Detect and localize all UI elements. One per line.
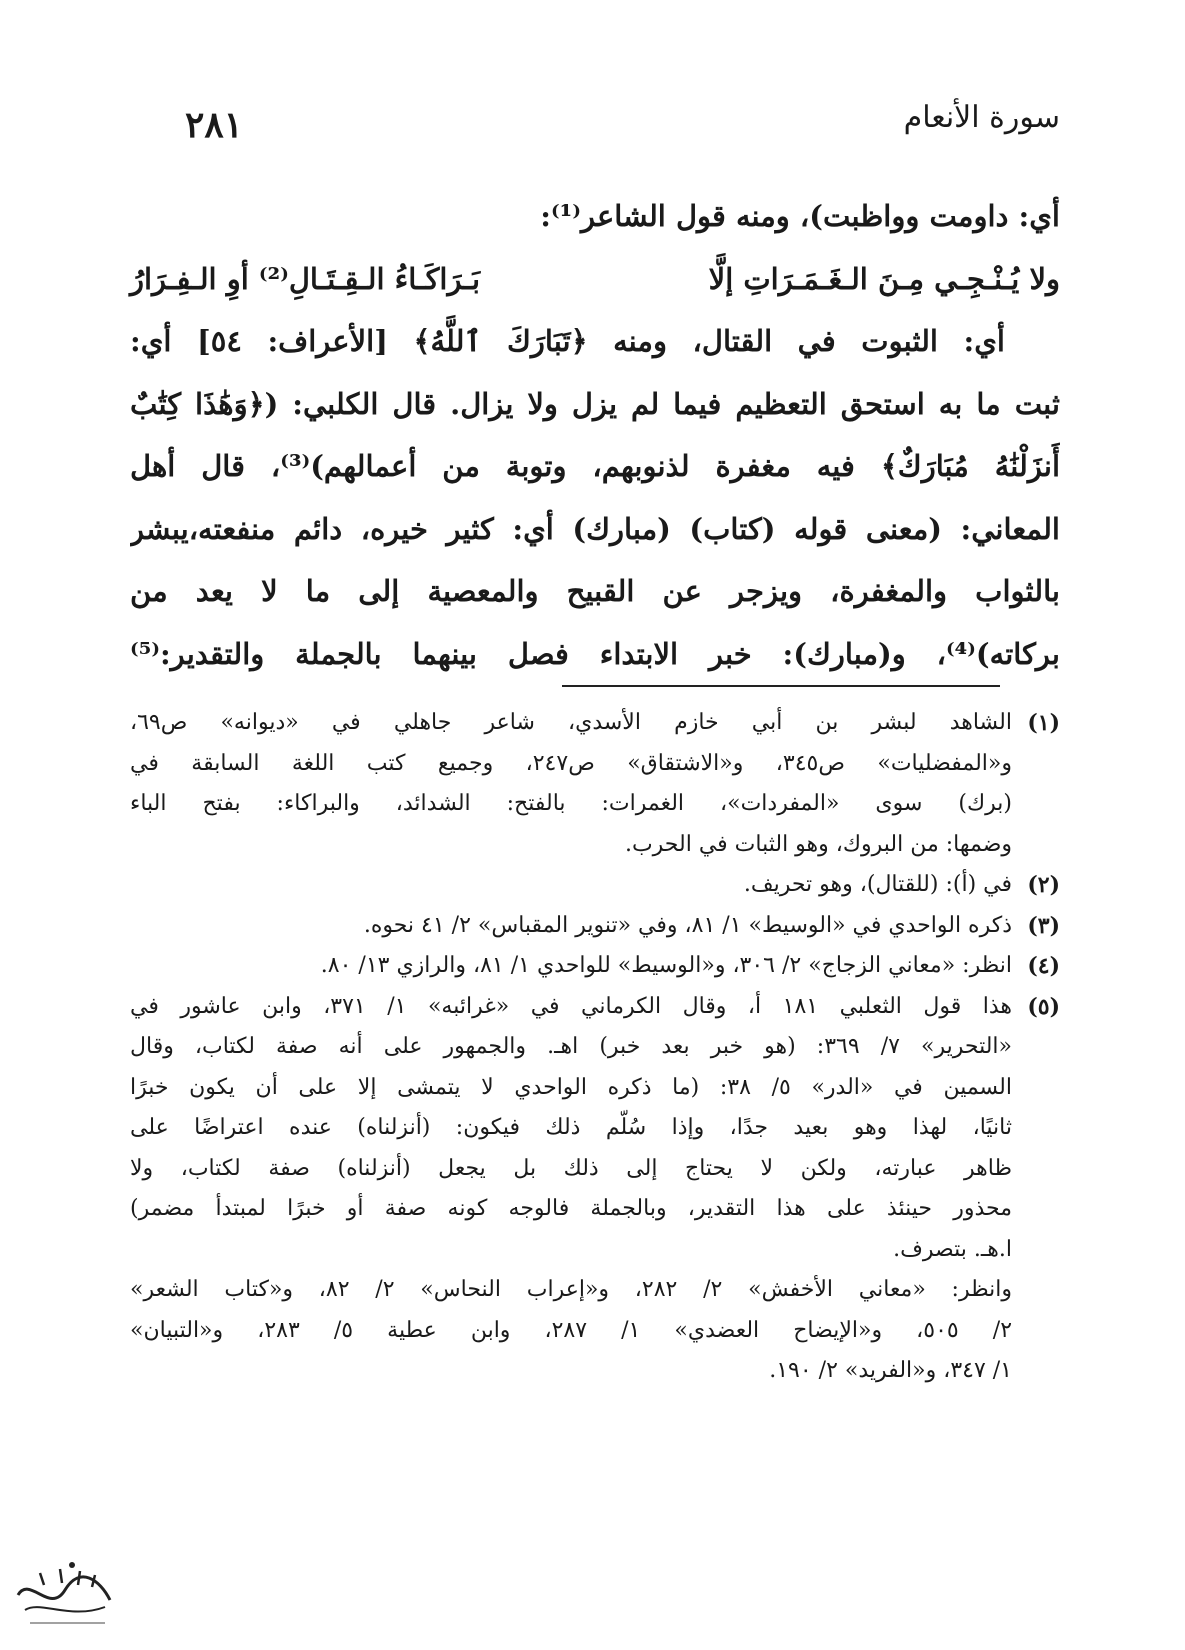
footnote-body <box>130 703 1012 865</box>
footnote-line: «التحرير» ٧/ ٣٦٩: (هو خبر بعد خبر) اهـ. والجمهور على أنه صفة لكتاب، وقال <box>130 1034 1012 1059</box>
poem-verse <box>130 248 1060 311</box>
footnote-line: ١/ ٣٤٧، و«الفريد» ٢/ ١٩٠. <box>769 1358 1012 1383</box>
footnote-line: وانظر: «معاني الأخفش» ٢/ ٢٨٢، و«إعراب النحاس» ٢/ ٨٢، و«كتاب الشعر» <box>130 1277 1012 1302</box>
footnote-line: محذور حينئذ على هذا التقدير، وبالجملة فالوجه كونه صفة أو خبرًا لمبتدأ مضمر) <box>130 1196 1012 1221</box>
footnote-body <box>130 987 1012 1271</box>
footnote-number: (٤) <box>1027 953 1060 979</box>
footnote-5-continuation <box>130 1270 1060 1392</box>
footnote-line: انظر: «معاني الزجاج» ٢/ ٣٠٦، و«الوسيط» للواحدي ١/ ٨١، والرازي ١٣/ ٨٠. <box>320 953 1012 978</box>
footnote-line: في (أ): (للقتال)، وهو تحريف. <box>743 872 1012 897</box>
footnote-body <box>130 865 1012 906</box>
footnote-number: (٣) <box>1027 912 1060 939</box>
footnote-line: ذكره الواحدي في «الوسيط» ١/ ٨١، وفي «تنوير المقباس» ٢/ ٤١ نحوه. <box>363 912 1012 938</box>
text-line: ثبت ما به استحق التعظيم فيما لم يزل ولا يزال. قال الكلبي: (﴿وَهَٰذَا كِتَٰبٌ <box>130 386 1060 421</box>
footnote-3 <box>130 906 1060 947</box>
footnote-line: ا.هـ. بتصرف. <box>893 1236 1012 1262</box>
footnote-4 <box>130 946 1060 987</box>
footnote-separator <box>562 685 1000 687</box>
page-header <box>185 100 1060 150</box>
text-line: بركاته)⁽⁴⁾، و(مبارك): خبر الابتداء فصل بينهما بالجملة والتقدير:⁽⁵⁾ <box>130 636 1060 671</box>
main-text <box>130 185 1060 685</box>
footnote-5 <box>130 987 1060 1271</box>
text-line: بالثواب والمغفرة، ويزجر عن القبيح والمعصية إلى ما لا يعد من <box>130 574 1060 608</box>
footnote-body <box>130 946 1012 987</box>
footnote-line: هذا قول الثعلبي ١٨١ أ، وقال الكرماني في «غرائبه» ١/ ٣٧١، وابن عاشور في <box>130 993 1012 1019</box>
footnote-line: (برك) سوى «المفردات»، الغمرات: بالفتح: الشدائد، والبراكاء: بفتح الباء <box>130 791 1012 816</box>
poem-first-hemistich: ولا يُـنْـجِـي مِـنَ الـغَـمَـرَاتِ إلَّا <box>708 261 1060 296</box>
footnote-line: ٢/ ٥٠٥، و«الإيضاح العضدي» ١/ ٢٨٧، وابن عطية ٥/ ٢٨٣، و«التبيان» <box>130 1317 1012 1343</box>
footnote-line: السمين في «الدر» ٥/ ٣٨: (ما ذكره الواحدي لا يتمشى إلا على أن يكون خبرًا <box>130 1074 1012 1100</box>
footnote-number: (٥) <box>1027 993 1060 1020</box>
library-watermark-logo <box>10 1555 120 1635</box>
footnote-line: وضمها: من البروك، وهو الثبات في الحرب. <box>624 831 1012 857</box>
footnote-number: (١) <box>1027 710 1060 736</box>
footnote-1 <box>130 703 1060 865</box>
page-number: ٢٨١ <box>185 104 244 146</box>
text-line: أَنزَلْنَٰهُ مُبَارَكٌ﴾ فيه مغفرة لذنوبهم، وتوبة من أعمالهم)⁽³⁾، قال أهل <box>130 449 1060 483</box>
surah-title: سورة الأنعام <box>903 100 1060 135</box>
footnote-line: ثانيًا، لهذا وهو بعيد جدًا، وإذا سُلّم ذلك فيكون: (أنزلناه) عنده اعتراضًا على <box>130 1115 1012 1140</box>
footnote-line: و«المفضليات» ص٣٤٥، و«الاشتقاق» ص٢٤٧، وجميع كتب اللغة السابقة في <box>130 750 1012 776</box>
text-line: المعاني: (معنى قوله (كتاب) (مبارك) أي: كثير خيره، دائم منفعته،يبشر <box>130 511 1060 546</box>
text-line: أي: الثبوت في القتال، ومنه ﴿تَبَارَكَ ٱللَّهُ﴾ [الأعراف: ٥٤] أي: <box>130 324 1005 358</box>
text-line: أي: داومت وواظبت)، ومنه قول الشاعر⁽¹⁾: <box>540 199 1060 233</box>
footnote-2 <box>130 865 1060 906</box>
footnote-line: ظاهر عبارته، ولكن لا يحتاج إلى ذلك بل يجعل (أنزلناه) صفة لكتاب، ولا <box>130 1155 1012 1181</box>
footnote-body <box>130 906 1012 947</box>
footnote-number: (٢) <box>1027 872 1060 898</box>
footnotes <box>130 703 1060 1392</box>
poem-second-hemistich: بَـرَاكَـاءُ الـقِـتَـالِ⁽²⁾ أوِ الـفِـرَارُ <box>130 261 481 296</box>
footnote-line: الشاهد لبشر بن أبي خازم الأسدي، شاعر جاهلي في «ديوانه» ص٦٩، <box>130 710 1012 735</box>
